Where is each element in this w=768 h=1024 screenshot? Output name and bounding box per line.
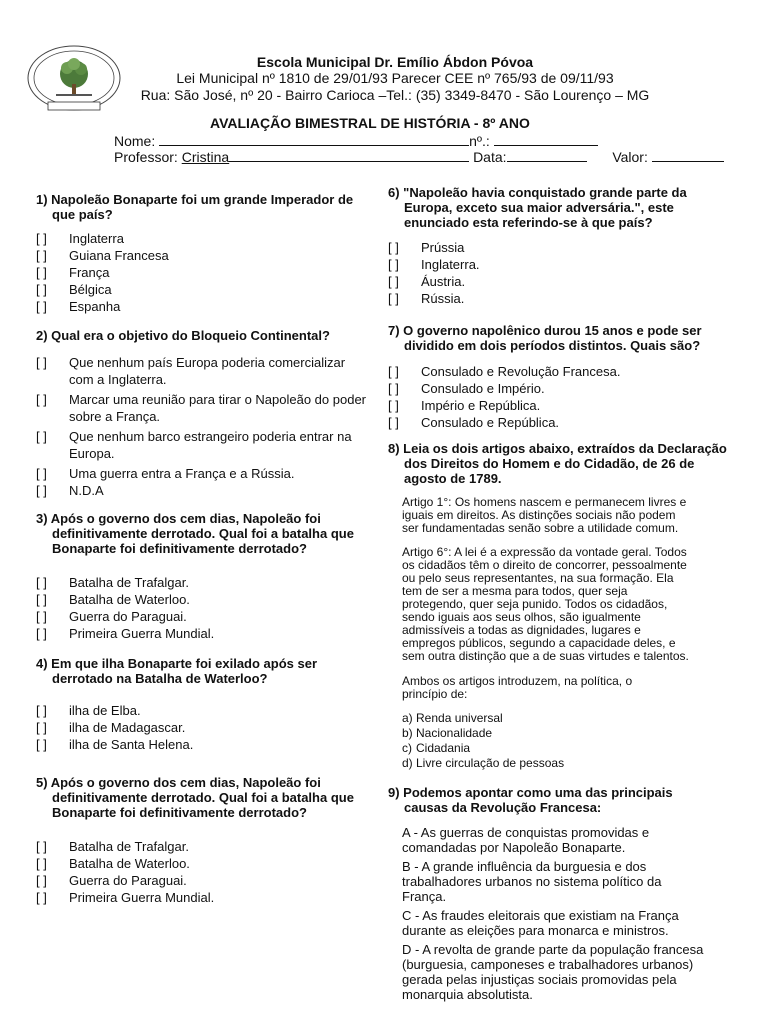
q1-option[interactable]: [ ] França xyxy=(36,265,110,280)
question-9: 9) Podemos apontar como uma das principais causas da Revolução Francesa: xyxy=(388,785,673,815)
q6-option[interactable]: [ ] Inglaterra. xyxy=(388,257,480,272)
professor-label: Professor: xyxy=(114,149,178,165)
question-8: 8) Leia os dois artigos abaixo, extraídos da Declaração dos Direitos do Homem e do Cidadão, de 26 de agosto de 1789. xyxy=(388,441,727,486)
q9-option[interactable]: D - A revolta de grande parte da população francesa (burguesia, camponeses e trabalhadores urbanos) gerada pelas injustiças sociais promovidas pela monarquia absolutista. xyxy=(402,942,704,1002)
name-row xyxy=(114,132,598,149)
date-label: Data: xyxy=(473,149,507,165)
q5-option[interactable]: [ ] Batalha de Waterloo. xyxy=(36,856,190,871)
q5-options xyxy=(36,838,366,906)
question-4: 4) Em que ilha Bonaparte foi exilado após ser derrotado na Batalha de Waterloo? xyxy=(36,656,318,686)
q4-options xyxy=(36,702,366,753)
question-7: 7) O governo napolênico durou 15 anos e pode ser dividido em dois períodos distintos. Quais são? xyxy=(388,323,702,353)
q2-option[interactable]: [ ] N.D.A xyxy=(36,483,104,498)
q2-options xyxy=(36,354,366,499)
q9-options xyxy=(388,825,728,1002)
q6-option[interactable]: [ ] Áustria. xyxy=(388,274,466,289)
number-label: nº.: xyxy=(469,133,490,149)
value-label: Valor: xyxy=(612,149,648,165)
q1-options xyxy=(36,230,366,315)
question-5: 5) Após o governo dos cem dias, Napoleão foi definitivamente derrotado. Qual foi a batalha que Bonaparte foi definitivamente derrotado? xyxy=(36,775,354,820)
q5-option[interactable]: [ ] Guerra do Paraguai. xyxy=(36,873,187,888)
school-name: Escola Municipal Dr. Emílio Ábdon Póvoa xyxy=(256,54,534,70)
article-1: Artigo 1°: Os homens nascem e permanecem livres e iguais em direitos. As distinções sociais não podem ser fundamentadas senão sobre a utilidade comum. xyxy=(402,495,687,535)
q2-option[interactable]: [ ] Marcar uma reunião para tirar o Napoleão do poder sobre a França. xyxy=(36,392,367,424)
q8-option[interactable]: a) Renda universal xyxy=(402,711,503,725)
q5-option[interactable]: [ ] Batalha de Trafalgar. xyxy=(36,839,189,854)
q6-option[interactable]: [ ] Rússia. xyxy=(388,291,465,306)
article-6: Artigo 6°: A lei é a expressão da vontade geral. Todos os cidadãos têm o direito de concorrer, pessoalmente ou pelo seus representantes, na sua formação. Ela tem de ser a mesma para todos, quer seja protegendo, quer seja punido. Todos os cidadãos, sendo iguais aos seus olhos, são igualmente admissíveis a todas as dignidades, lugares e empregos públicos, segundo a capacidade deles, e sem outra distinção que a de suas virtudes e talentos. xyxy=(402,545,689,663)
q4-option[interactable]: [ ] ilha de Santa Helena. xyxy=(36,737,194,752)
q7-option[interactable]: [ ] Consulado e Revolução Francesa. xyxy=(388,364,621,379)
q3-option[interactable]: [ ] Guerra do Paraguai. xyxy=(36,609,187,624)
q6-options xyxy=(388,239,728,307)
q2-option[interactable]: [ ] Que nenhum país Europa poderia comercializar com a Inglaterra. xyxy=(36,355,346,387)
q8-option[interactable]: c) Cidadania xyxy=(402,741,471,755)
q9-option[interactable]: A - As guerras de conquistas promovidas e comandadas por Napoleão Bonaparte. xyxy=(402,825,650,855)
q3-options xyxy=(36,574,366,642)
professor-field xyxy=(229,148,469,162)
professor-row xyxy=(114,148,724,165)
q1-option[interactable]: [ ] Espanha xyxy=(36,299,121,314)
q2-option[interactable]: [ ] Que nenhum barco estrangeiro poderia entrar na Europa. xyxy=(36,429,352,461)
q9-option[interactable]: B - A grande influência da burguesia e dos trabalhadores urbanos no sistema político da França. xyxy=(402,859,662,904)
value-field[interactable] xyxy=(652,148,724,162)
q3-option[interactable]: [ ] Primeira Guerra Mundial. xyxy=(36,626,215,641)
q8-options xyxy=(402,711,692,771)
exam-title: AVALIAÇÃO BIMESTRAL DE HISTÓRIA - 8º ANO xyxy=(210,115,530,131)
q1-option[interactable]: [ ] Inglaterra xyxy=(36,231,124,246)
q8-option[interactable]: b) Nacionalidade xyxy=(402,726,493,740)
name-field[interactable] xyxy=(159,132,469,146)
q1-option[interactable]: [ ] Bélgica xyxy=(36,282,112,297)
q2-option[interactable]: [ ] Uma guerra entra a França e a Rússia. xyxy=(36,466,295,481)
q3-option[interactable]: [ ] Batalha de Waterloo. xyxy=(36,592,190,607)
date-field[interactable] xyxy=(507,148,587,162)
school-logo xyxy=(26,44,122,116)
q6-option[interactable]: [ ] Prússia xyxy=(388,240,465,255)
law-line: Lei Municipal nº 1810 de 29/01/93 Parecer CEE nº 765/93 de 09/11/93 xyxy=(176,70,614,86)
right-column xyxy=(388,185,728,1002)
q3-option[interactable]: [ ] Batalha de Trafalgar. xyxy=(36,575,189,590)
question-1: 1) Napoleão Bonaparte foi um grande Imperador de que país? xyxy=(36,192,354,222)
q8-prompt: Ambos os artigos introduzem, na política, o princípio de: xyxy=(402,674,633,701)
q4-option[interactable]: [ ] ilha de Madagascar. xyxy=(36,720,186,735)
q7-option[interactable]: [ ] Consulado e República. xyxy=(388,415,560,430)
address-line: Rua: São José, nº 20 - Bairro Carioca –Tel.: (35) 3349-8470 - São Lourenço – MG xyxy=(140,87,650,103)
school-header xyxy=(115,54,675,104)
left-column xyxy=(36,192,366,906)
number-field[interactable] xyxy=(494,132,598,146)
q1-option[interactable]: [ ] Guiana Francesa xyxy=(36,248,169,263)
q7-option[interactable]: [ ] Império e República. xyxy=(388,398,541,413)
q5-option[interactable]: [ ] Primeira Guerra Mundial. xyxy=(36,890,215,905)
question-3: 3) Após o governo dos cem dias, Napoleão foi definitivamente derrotado. Qual foi a batalha que Bonaparte foi definitivamente derrotado? xyxy=(36,511,354,556)
q7-option[interactable]: [ ] Consulado e Império. xyxy=(388,381,545,396)
q7-options xyxy=(388,363,728,431)
q9-option[interactable]: C - As fraudes eleitorais que existiam na França durante as eleições para monarca e ministros. xyxy=(402,908,679,938)
question-6: 6) "Napoleão havia conquistado grande parte da Europa, exceto sua maior adversária.", este enunciado esta referindo-se à que país? xyxy=(388,185,687,230)
q4-option[interactable]: [ ] ilha de Elba. xyxy=(36,703,141,718)
question-2: 2) Qual era o objetivo do Bloqueio Continental? xyxy=(36,328,330,343)
name-label: Nome: xyxy=(114,133,156,149)
professor-name: Cristina xyxy=(181,149,230,165)
q8-option[interactable]: d) Livre circulação de pessoas xyxy=(402,756,565,770)
